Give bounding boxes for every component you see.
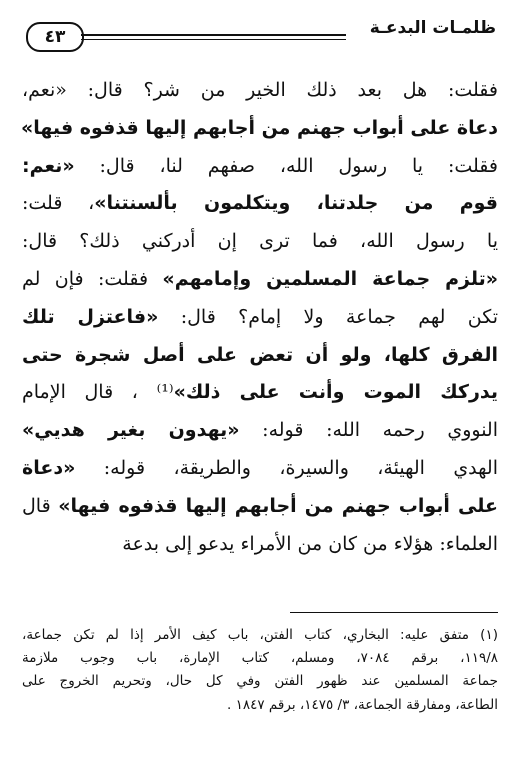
text-line	[22, 299, 498, 337]
hadith-quote: «يهدون بغير هديي»	[22, 419, 240, 442]
text-line	[22, 450, 498, 488]
page-header	[26, 14, 496, 54]
page-number-badge	[26, 22, 84, 52]
text-segment: قال	[22, 494, 59, 517]
hadith-quote: يدركك الموت وأنت على ذلك»	[173, 381, 498, 404]
text-segment: يا رسول الله، فما ترى إن أدركني ذلك؟ قال:	[22, 230, 498, 253]
text-line	[22, 185, 498, 223]
text-segment: ⁽¹⁾ ، قال الإمام	[22, 381, 174, 404]
footnote-block	[22, 624, 498, 717]
hadith-quote: قوم من جلدتنا، ويتكلمون بألسنتنا»	[94, 192, 498, 215]
header-rule	[81, 34, 346, 40]
footnote-line: ١١٩/٨، برقم ٧٠٨٤، ومسلم، كتاب الإمارة، باب وجوب ملازمة	[22, 650, 498, 667]
text-line	[22, 488, 498, 526]
body-text	[22, 72, 498, 563]
text-line	[22, 72, 498, 110]
hadith-quote: على أبواب جهنم من أجابهم إليها قذفوه فيها»	[58, 494, 499, 517]
hadith-quote: «تلزم جماعة المسلمين وإمامهم»	[162, 267, 499, 290]
running-title: ظلمـات البدعـة	[369, 18, 496, 38]
hadith-quote: «فاعتزل تلك	[22, 305, 159, 328]
text-line	[22, 412, 498, 450]
text-line	[22, 261, 498, 299]
text-line	[22, 110, 498, 148]
text-segment: العلماء: هؤلاء من كان من الأمراء يدعو إلى بدعة	[122, 532, 498, 555]
text-line	[22, 374, 498, 412]
page-number: ٤٣	[44, 27, 66, 47]
text-line	[22, 337, 498, 375]
text-segment: الهدي الهيئة، والسيرة، والطريقة، قوله:	[75, 456, 498, 479]
footnote-line: جماعة المسلمين عند ظهور الفتن وفي كل حال، وتحريم الخروج على	[22, 673, 498, 690]
hadith-quote: الفرق كلها، ولو أن تعض على أصل شجرة حتى	[22, 343, 498, 366]
hadith-quote: دعاة على أبواب جهنم من أجابهم إليها قذفوه فيها»	[20, 116, 498, 139]
text-segment: فقلت: فإن لم	[22, 267, 163, 290]
text-segment: النووي رحمه الله: قوله:	[239, 419, 498, 442]
text-segment: فقلت: يا رسول الله، صفهم لنا، قال:	[74, 154, 498, 177]
text-line	[22, 148, 498, 186]
text-segment: ، قلت:	[22, 192, 95, 215]
hadith-quote: «نعم:	[22, 154, 75, 177]
hadith-quote: «دعاة	[22, 456, 76, 479]
footnote-line: (١) متفق عليه: البخاري، كتاب الفتن، باب كيف الأمر إذا لم تكن جماعة،	[22, 627, 498, 643]
text-line	[22, 526, 498, 564]
footnote-line: الطاعة، ومفارقة الجماعة، ٣/ ١٤٧٥، برقم ١٨٤٧ .	[227, 696, 498, 713]
text-segment: فقلت: هل بعد ذلك الخير من شر؟ قال: «نعم،	[22, 79, 498, 101]
text-segment: تكن لهم جماعة ولا إمام؟ قال:	[158, 305, 498, 328]
text-line	[22, 223, 498, 261]
footnote-separator	[290, 612, 498, 613]
